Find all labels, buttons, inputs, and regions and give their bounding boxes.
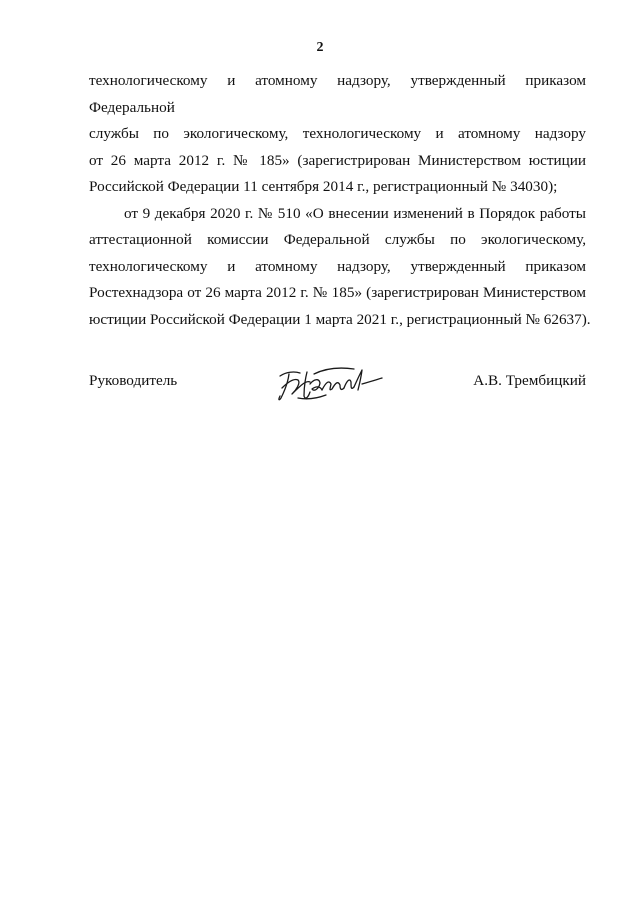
signature-block (89, 368, 586, 408)
text-line: от 26 марта 2012 г. № 185» (зарегистрирован Министерством юстиции (89, 151, 586, 169)
text-line: юстиции Российской Федерации 1 марта 2021 г., регистрационный № 62637). (89, 310, 591, 328)
page-number: 2 (316, 40, 324, 55)
handwritten-signature (274, 362, 384, 406)
text-line: технологическому и атомному надзору, утвержденный приказом (89, 257, 586, 275)
signer-name: А.В. Трембицкий (473, 372, 586, 389)
document-body (89, 68, 591, 333)
position-title: Руководитель (89, 372, 178, 389)
text-line: от 9 декабря 2020 г. № 510 «О внесении изменений в Порядок работы (124, 204, 586, 222)
text-line: аттестационной комиссии Федеральной службы по экологическому, (89, 231, 586, 248)
text-line: технологическому и атомному надзору, утвержденный приказом Федеральной (89, 72, 586, 116)
text-line: службы по экологическому, технологическому и атомному надзору (89, 125, 586, 142)
text-line: Ростехнадзора от 26 марта 2012 г. № 185» (зарегистрирован Министерством (89, 284, 586, 301)
text-line: Российской Федерации 11 сентября 2014 г., регистрационный № 34030); (89, 178, 558, 195)
